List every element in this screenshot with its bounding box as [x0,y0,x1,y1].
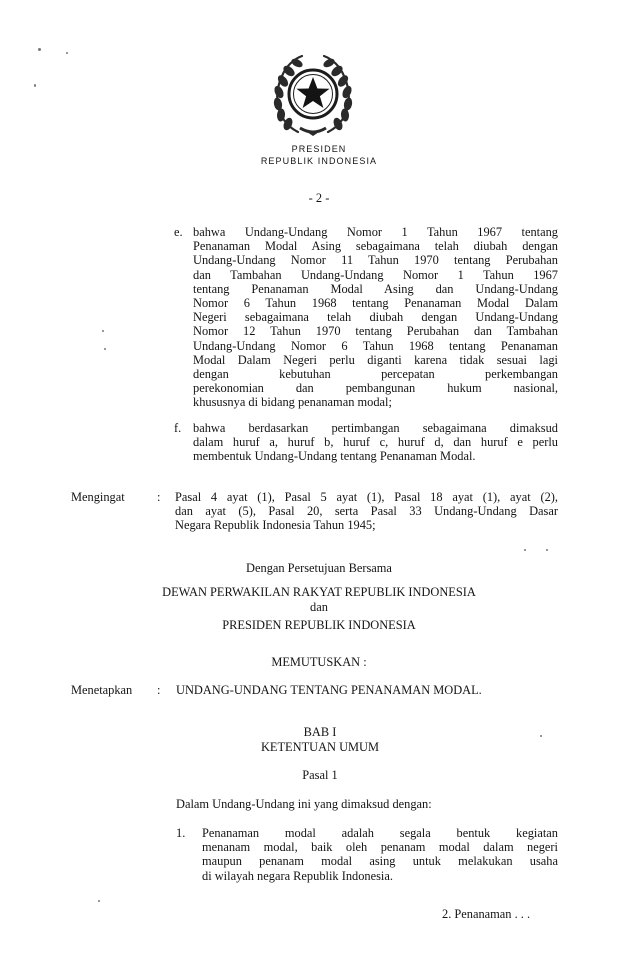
mengingat-text [175,490,558,533]
menetapkan-colon: : [157,683,161,697]
continuation-catchword: 2. Penanaman . . . [442,907,531,921]
text-line: Pasal 4 ayat (1), Pasal 5 ayat (1), Pasal 18 ayat (1), ayat (2), [175,490,558,504]
consideration-e-marker: e. [174,225,183,239]
approval-president: PRESIDEN REPUBLIK INDONESIA [222,618,416,632]
text-line: perekonomian dan pembangunan hukum nasional, [193,381,558,396]
definitions-intro: Dalam Undang-Undang ini yang dimaksud dengan: [176,797,432,811]
text-line: bahwa Undang-Undang Nomor 1 Tahun 1967 tentang [193,225,558,239]
republic-title: REPUBLIK INDONESIA [260,156,378,166]
text-line: Nomor 12 Tahun 1970 tentang Perubahan dan Tambahan [193,324,558,339]
scan-speck [66,52,68,54]
consideration-f-marker: f. [174,421,182,435]
scan-speck [104,348,106,350]
president-title: PRESIDEN [291,144,347,154]
definition-1 [202,826,558,883]
chapter-number: BAB I [303,725,337,739]
scan-speck [102,330,104,332]
text-line: Penanaman Modal Asing sebagaimana telah diubah dengan [193,239,558,254]
text-line: Modal Dalam Negeri perlu diganti karena tidak sesuai lagi [193,352,558,367]
mengingat-colon: : [157,490,161,504]
text-line: Nomor 6 Tahun 1968 tentang Penanaman Modal Dalam [193,296,558,311]
consideration-f [193,421,558,464]
text-line: dalam huruf a, huruf b, huruf c, huruf d, dan huruf e perlu [193,435,558,450]
approval-dpr: DEWAN PERWAKILAN RAKYAT REPUBLIK INDONESIA [162,585,476,599]
approval-intro: Dengan Persetujuan Bersama [246,561,392,575]
text-line: Undang-Undang Nomor 6 Tahun 1968 tentang Penanaman [193,338,558,353]
text-line: khususnya di bidang penanaman modal; [193,395,392,410]
article-number: Pasal 1 [302,768,338,782]
chapter-title: KETENTUAN UMUM [260,740,380,754]
page-number: - 2 - [308,191,330,205]
text-line: di wilayah negara Republik Indonesia. [202,868,393,883]
menetapkan-text: UNDANG-UNDANG TENTANG PENANAMAN MODAL. [176,683,482,697]
text-line: menanam modal, baik oleh penanam modal dalam negeri [202,840,558,855]
consideration-e [193,225,558,410]
scan-speck [546,549,548,551]
text-line: Penanaman modal adalah segala bentuk kegiatan [202,826,558,840]
text-line: dengan kebutuhan percepatan perkembangan [193,367,558,382]
text-line: maupun penanam modal asing untuk melakukan usaha [202,854,558,869]
scan-speck [524,549,526,551]
decision-heading: MEMUTUSKAN : [271,655,367,669]
text-line: dan ayat (5), Pasal 20, serta Pasal 33 Undang-Undang Dasar [175,504,558,519]
scan-speck [34,84,36,87]
definition-1-marker: 1. [176,826,186,840]
mengingat-label: Mengingat [71,490,125,504]
text-line: bahwa berdasarkan pertimbangan sebagaimana dimaksud [193,421,558,435]
garuda-emblem-icon [268,48,358,140]
text-line: Negeri sebagaimana telah diubah dengan Undang-Undang [193,310,558,325]
menetapkan-label: Menetapkan [71,683,133,697]
text-line: Undang-Undang Nomor 11 Tahun 1970 tentang Perubahan [193,253,558,268]
scan-speck [98,900,100,902]
text-line: dan Tambahan Undang-Undang Nomor 1 Tahun 1967 [193,267,558,282]
approval-and: dan [310,600,328,614]
text-line: Negara Republik Indonesia Tahun 1945; [175,518,376,533]
scan-speck [540,735,542,737]
text-line: tentang Penanaman Modal Asing dan Undang-Undang [193,281,558,296]
scan-speck [38,48,41,51]
text-line: membentuk Undang-Undang tentang Penanaman Modal. [193,449,476,464]
